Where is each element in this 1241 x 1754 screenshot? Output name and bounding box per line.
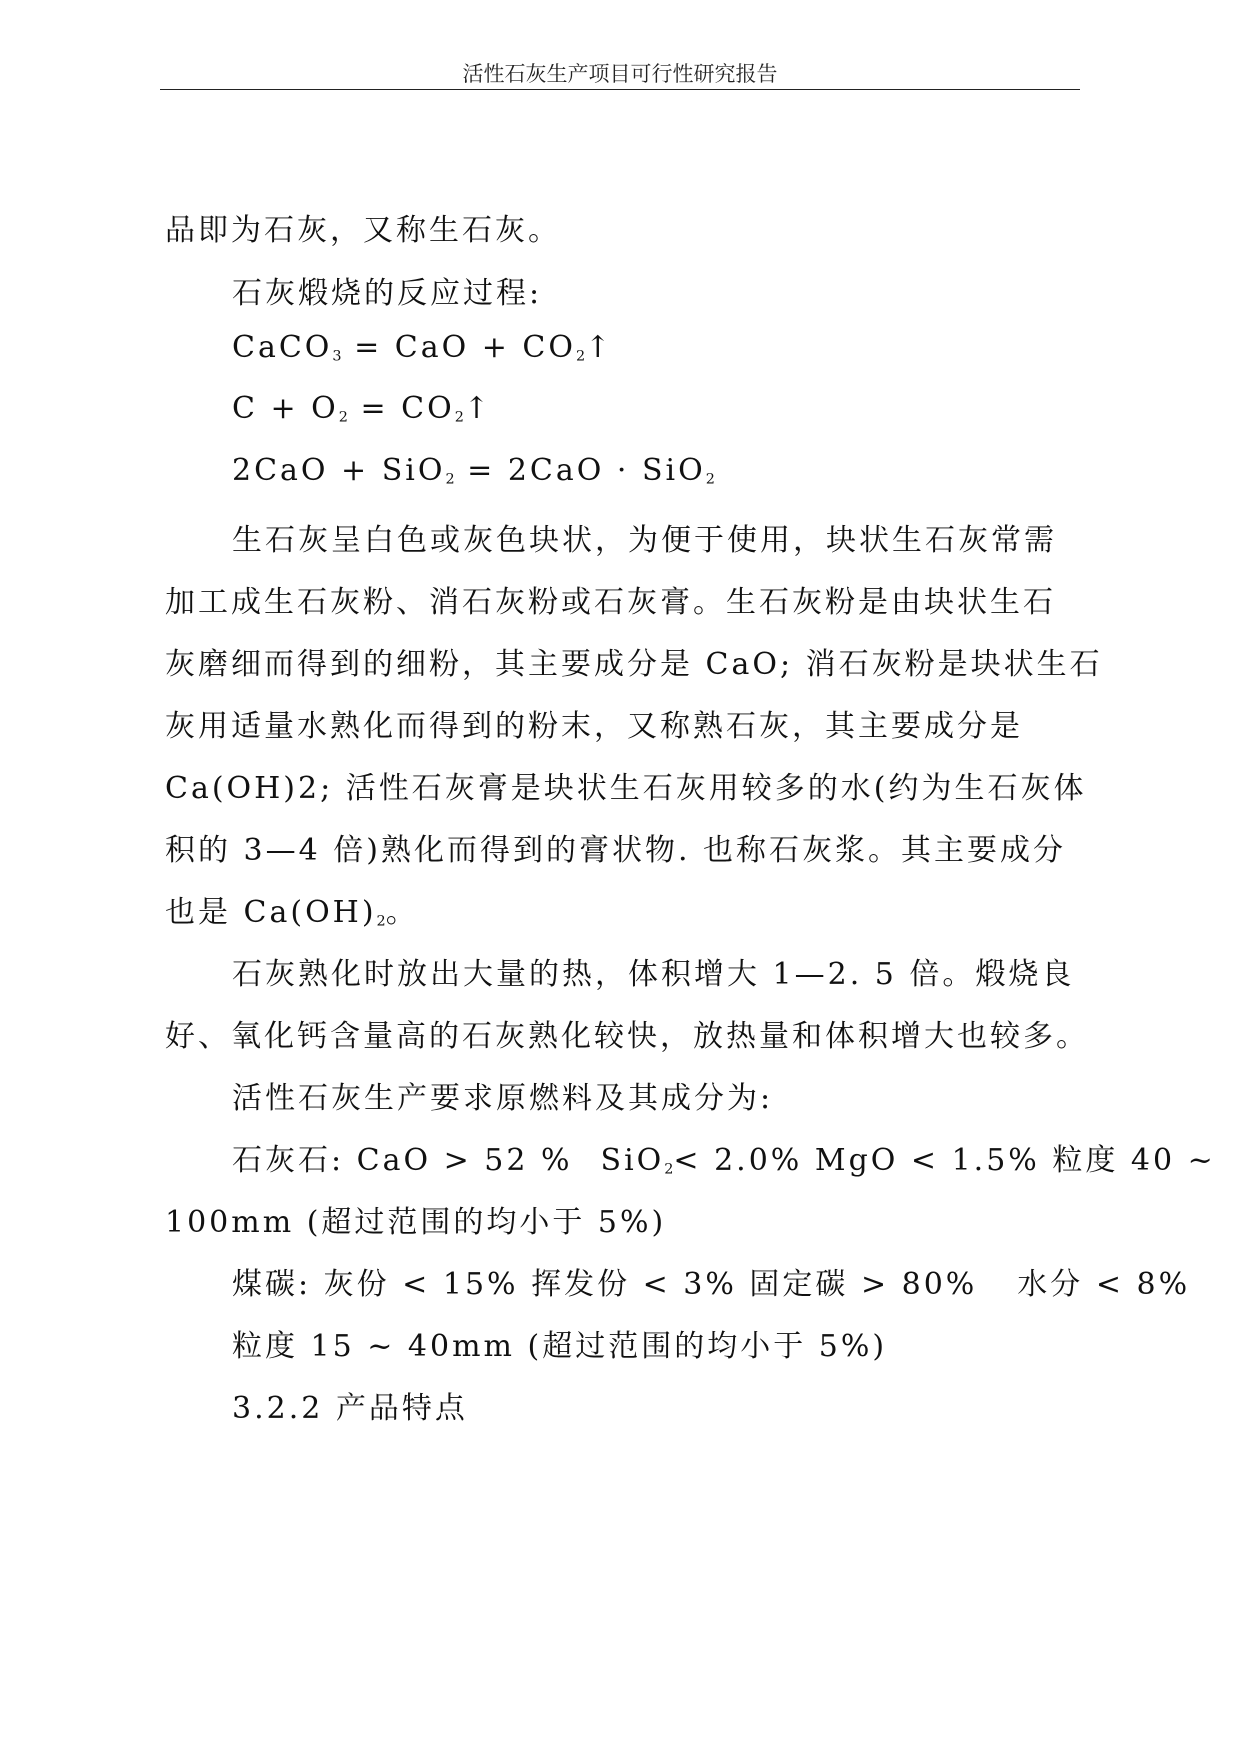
equation-combustion — [232, 391, 492, 426]
spec-part: 石灰石: CaO > 52 % — [232, 1143, 573, 1178]
reaction-heading: 石灰煅烧的反应过程: — [232, 276, 543, 311]
running-header: 活性石灰生产项目可行性研究报告 — [462, 62, 778, 86]
eq-subscript: 2 — [705, 471, 715, 488]
coal-spec-cont: 粒度 15 ~ 40mm (超过范围的均小于 5%) — [232, 1329, 888, 1364]
header-rule — [160, 89, 1080, 90]
equation-calcination — [232, 330, 613, 365]
text-subscript: 2 — [376, 913, 386, 930]
coal-spec — [232, 1259, 1190, 1303]
paragraph-line: 加工成生石灰粉、消石灰粉或石灰膏。生石灰粉是由块状生石 — [165, 585, 1056, 620]
equation-silicate — [232, 453, 715, 488]
requirements-heading: 活性石灰生产要求原燃料及其成分为: — [232, 1081, 774, 1116]
spec-part: 水分 < 8% — [1017, 1267, 1191, 1302]
eq-part: = CaO + CO — [341, 330, 576, 365]
eq-subscript: 2 — [454, 409, 464, 426]
paragraph-line: 灰磨细而得到的细粉，其主要成分是 CaO; 消石灰粉是块状生石 — [165, 647, 1103, 682]
eq-part: C + O — [232, 391, 339, 426]
eq-part: = 2CaO · SiO — [454, 453, 706, 488]
gas-arrow: ↑ — [463, 391, 492, 426]
spec-subscript: 2 — [664, 1161, 674, 1178]
limestone-spec — [232, 1135, 1216, 1179]
paragraph-line: 积的 3—4 倍)熟化而得到的膏状物. 也称石灰浆。其主要成分 — [165, 833, 1067, 868]
text-part: 也是 Ca(OH) — [165, 895, 377, 930]
eq-part: 2CaO + SiO — [232, 453, 446, 488]
eq-part: CaCO — [232, 330, 333, 365]
eq-part: = CO — [347, 391, 455, 426]
eq-subscript: 3 — [332, 348, 342, 365]
paragraph-line — [165, 887, 419, 931]
spec-part: SiO — [600, 1143, 665, 1178]
eq-subscript: 2 — [338, 409, 348, 426]
paragraph-line: 品即为石灰，又称生石灰。 — [165, 213, 561, 248]
paragraph-line: 好、氧化钙含量高的石灰熟化较快，放热量和体积增大也较多。 — [165, 1019, 1089, 1054]
eq-subscript: 2 — [575, 348, 586, 365]
limestone-spec-cont: 100mm (超过范围的均小于 5%) — [165, 1205, 667, 1240]
paragraph-line: Ca(OH)2; 活性石灰膏是块状生石灰用较多的水(约为生石灰体 — [165, 771, 1087, 806]
paragraph-line: 石灰熟化时放出大量的热，体积增大 1—2. 5 倍。煅烧良 — [232, 957, 1075, 992]
text-part: 。 — [385, 895, 419, 930]
gas-arrow: ↑ — [585, 330, 614, 365]
spec-part: < 2.0% MgO < 1.5% 粒度 40 ~ — [673, 1143, 1216, 1178]
spec-part: 煤碳: 灰份 < 15% 挥发份 < 3% 固定碳 > 80% — [232, 1267, 978, 1302]
eq-subscript: 2 — [445, 471, 455, 488]
section-heading: 3.2.2 产品特点 — [232, 1391, 468, 1426]
paragraph-line: 生石灰呈白色或灰色块状，为便于使用，块状生石灰常需 — [232, 523, 1057, 558]
paragraph-line: 灰用适量水熟化而得到的粉末，又称熟石灰，其主要成分是 — [165, 709, 1023, 744]
